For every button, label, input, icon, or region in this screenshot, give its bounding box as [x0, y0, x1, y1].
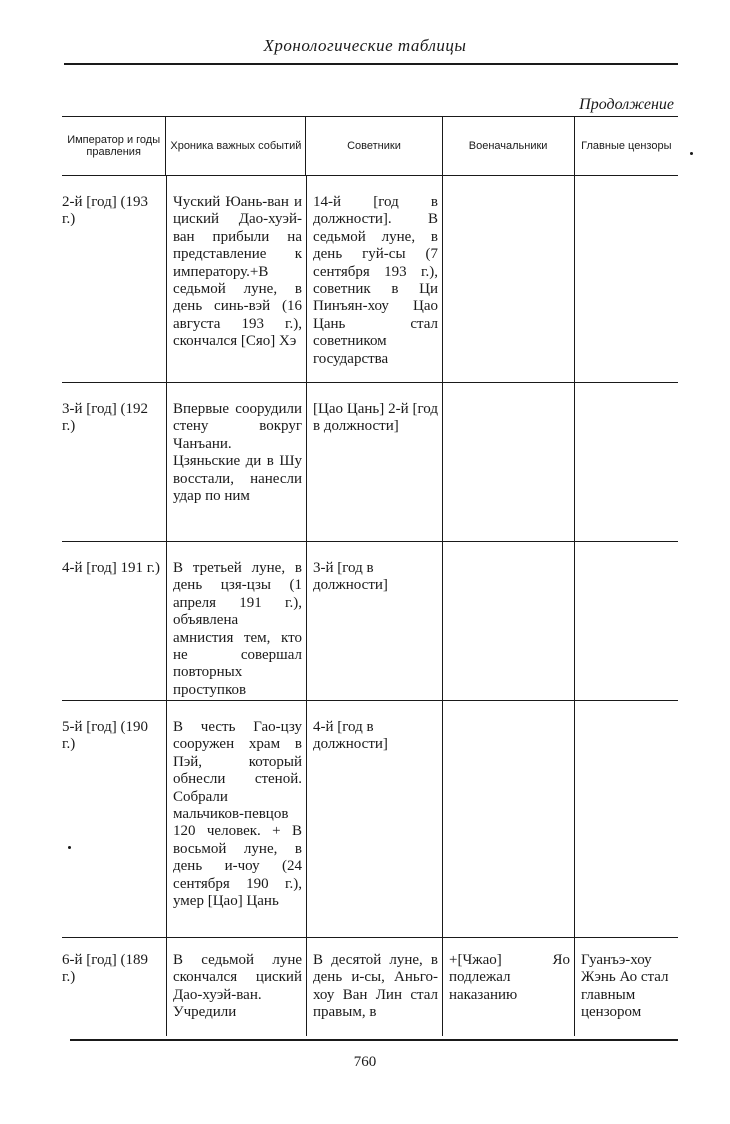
row-events: Впервые соорудили стену вокруг Чанъани. Цзяньские ди в Шу восстали, нанесли удар по ним: [166, 383, 306, 541]
table-header: [62, 116, 678, 176]
table-row: [62, 542, 678, 701]
row-advisors: [Цао Цань] 2-й [год в должности]: [306, 383, 442, 541]
row-advisors: 4-й [год в должности]: [306, 701, 442, 937]
row-events: В честь Гао-цзу сооружен храм в Пэй, который обнесли стеной. Собрали мальчиков-певцов 120 человек. + В восьмой луне, в день и-чоу (24 сентября 190 г.), умер [Цао] Цань: [166, 701, 306, 937]
table-row: [62, 383, 678, 542]
row-events: В третьей луне, в день цзя-цзы (1 апреля 191 г.), объявлена амнистия тем, кто не совершал повторных проступков: [166, 542, 306, 700]
chronology-table: [62, 116, 678, 1036]
row-censors: Гуанъэ-хоу Жэнь Ао стал главным цензором: [574, 938, 678, 1036]
row-events: В седьмой луне скончался циский Дао-хуэй-ван. Учредили: [166, 938, 306, 1036]
column-header-advisors: Советники: [305, 117, 441, 175]
row-censors: [574, 176, 678, 382]
row-events: Чуский Юань-ван и циский Дао-хуэй-ван прибыли на представление к императору.+В седьмой луне, в день синь-вэй (16 августа 193 г.), скончался [Сяо] Хэ: [166, 176, 306, 382]
row-year: 5-й [год] (190 г.): [62, 719, 148, 753]
page-number: 760: [353, 1054, 377, 1070]
row-advisors: В десятой луне, в день и-сы, Аньго-хоу Ван Лин стал правым, в: [306, 938, 442, 1036]
column-header-commanders: Военачальники: [442, 117, 574, 175]
row-year: 6-й [год] (189 г.): [62, 952, 148, 986]
row-year: 4-й [год] 191 г.): [62, 560, 160, 576]
row-commanders: [442, 383, 574, 541]
table-row: [62, 701, 678, 938]
row-commanders: [442, 701, 574, 937]
table-bottom-rule: [70, 1039, 678, 1041]
row-commanders: [442, 542, 574, 700]
row-year: 3-й [год] (192 г.): [62, 401, 148, 435]
table-row: [62, 938, 678, 1036]
margin-mark: [690, 152, 693, 155]
column-header-events: Хроника важных событий: [165, 117, 305, 175]
row-commanders: [442, 176, 574, 382]
column-header-censors: Главные цензоры: [574, 117, 678, 175]
row-censors: [574, 701, 678, 937]
row-year: 2-й [год] (193 г.): [62, 194, 148, 228]
row-advisors: 14-й [год в должности]. В седьмой луне, в день гуй-сы (7 сентября 193 г.), советник в Ци Пинъян-хоу Цао Цань стал советником государства: [306, 176, 442, 382]
margin-mark: [68, 846, 71, 849]
column-header-emperor: Император и годы правления: [67, 134, 161, 158]
table-row: [62, 176, 678, 383]
row-advisors: 3-й [год в должности]: [306, 542, 442, 700]
row-censors: [574, 542, 678, 700]
header-rule: [64, 63, 678, 65]
row-censors: [574, 383, 678, 541]
row-commanders: +[Чжао] Яо подлежал наказанию: [442, 938, 574, 1036]
continued-label: Продолжение: [579, 96, 674, 113]
page-header: Хронологические таблицы: [263, 36, 467, 55]
